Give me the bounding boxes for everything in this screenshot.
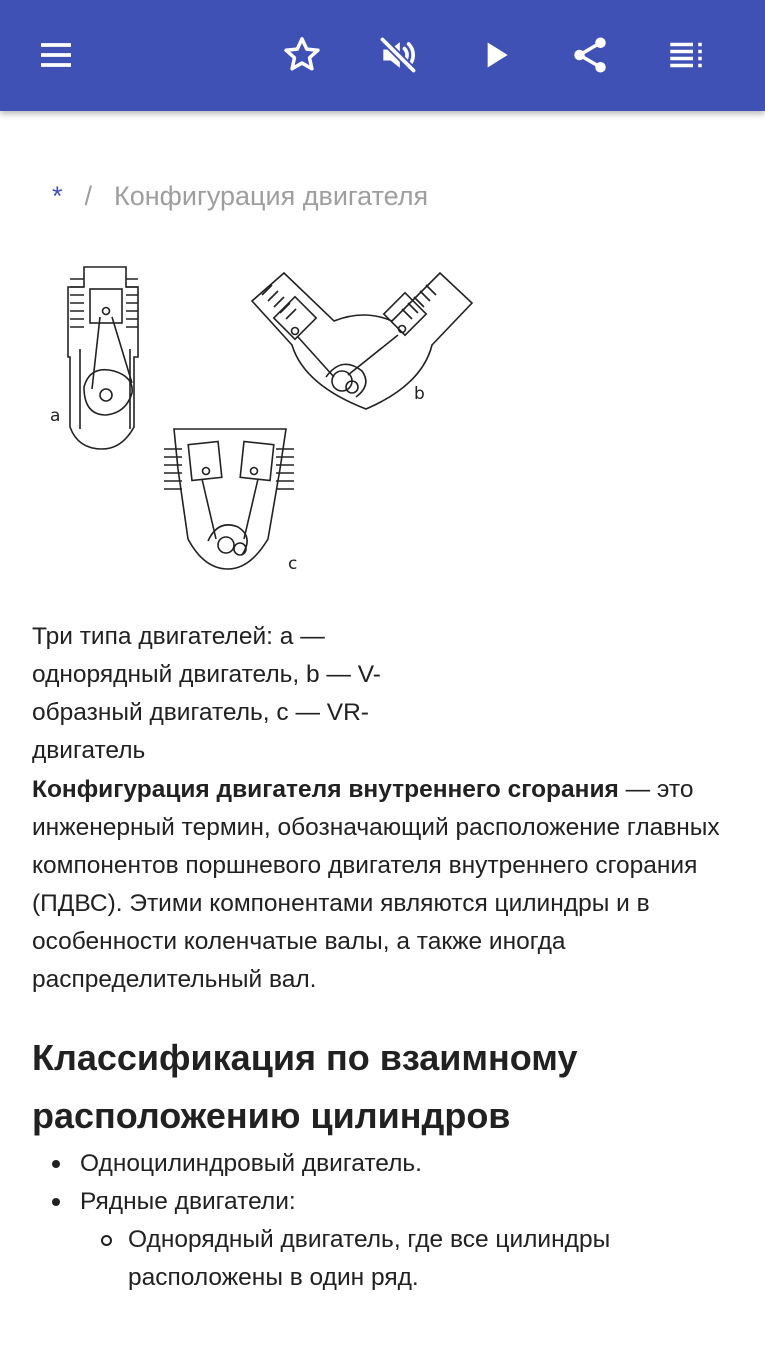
v-engine-drawing [252, 273, 472, 409]
breadcrumb-separator: / [84, 181, 93, 211]
play-icon [476, 35, 516, 75]
breadcrumb-home-link[interactable]: * [52, 181, 63, 211]
table-of-contents-button[interactable] [654, 23, 718, 87]
share-icon [569, 34, 611, 76]
volume-off-icon [376, 33, 420, 77]
list-item: Одноцилиндровый двигатель. [80, 1145, 732, 1183]
play-button[interactable] [464, 23, 528, 87]
article-content [0, 111, 765, 1291]
menu-button[interactable] [24, 23, 88, 87]
breadcrumb [52, 181, 428, 212]
share-button[interactable] [558, 23, 622, 87]
mute-button[interactable] [366, 23, 430, 87]
figure-label-b: b [414, 384, 425, 404]
sub-list-item: Однорядный двигатель, где все цилиндры расположены в один ряд. [128, 1221, 732, 1297]
figure-caption: Три типа двигателей: a — однорядный двигатель, b — V-образный двигатель, c — VR-двигатель [32, 623, 381, 764]
figure-label-c: c [288, 554, 298, 574]
list-item-label: Рядные двигатели: [80, 1188, 296, 1215]
star-outline-icon [280, 33, 324, 77]
breadcrumb-current: Конфигурация двигателя [114, 181, 429, 211]
app-bar [0, 0, 765, 111]
vr-engine-drawing [164, 429, 294, 569]
menu-icon [36, 35, 76, 75]
list-item [80, 1183, 732, 1297]
engine-configuration-figure [30, 259, 470, 599]
intro-paragraph [32, 771, 732, 999]
inline-engine-drawing [68, 267, 138, 449]
intro-bold-term: Конфигурация двигателя внутреннего сгорания [32, 776, 619, 803]
table-of-contents-icon [665, 34, 707, 76]
favorite-button[interactable] [270, 23, 334, 87]
figure-label-a: a [50, 406, 61, 426]
classification-list [32, 1145, 732, 1297]
section-heading: Классификация по взаимному расположению цилиндров [32, 1037, 578, 1136]
intro-text: — это инженерный термин, обозначающий расположение главных компонентов поршневого двигателя внутреннего сгорания (ПДВС). Этими компонентами являются цилиндры и в особенности коленчатые валы, а также иногда распределительный вал. [32, 776, 720, 993]
